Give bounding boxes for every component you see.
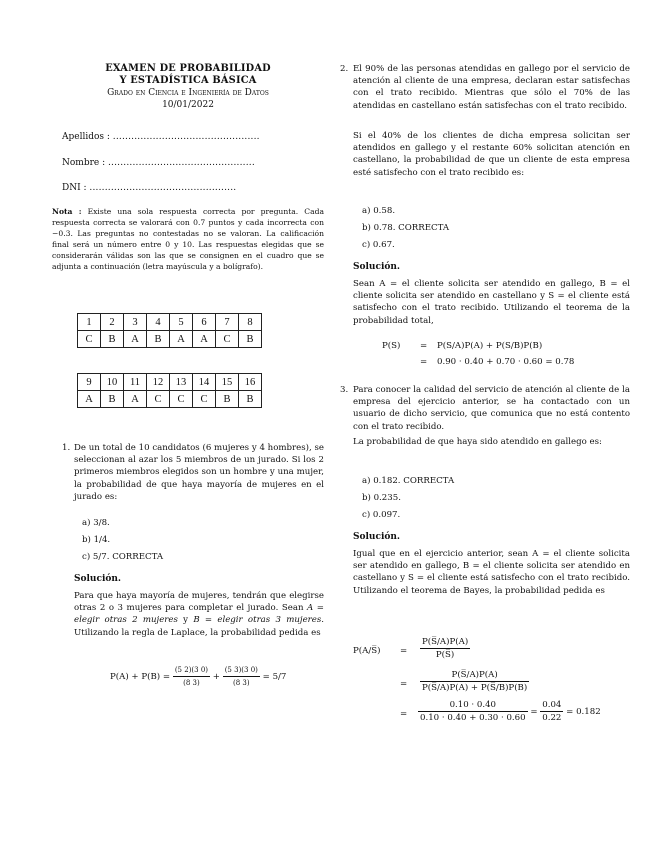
q1-solution-heading: Solución. [74,574,122,584]
q1-frac2: $\frac{(5 3)(3 0)}{(8 3)}$ [224,666,258,687]
exam-title-line1: EXAMEN DE PROBABILIDAD [105,63,271,74]
q2-text1: El 90% de las personas atendidas en gallego por el servicio de atención al cliente de una empresa, declaran estar satisfechas con el trato recibido. Mientras que sólo el 70% de las atendidas en castellano están satisfechas con el trato recibido. [353,64,630,111]
answer-number-1: 1 [78,314,101,331]
q3-result: = 0.182 [566,707,601,717]
q1-text: De un total de 10 candidatos (6 mujeres y 4 hombres), se seleccionan al azar los 5 miembros de un jurado. Si los 2 primeros miembros elegidos son un hombre y una mujer, la probabilidad de que haya mayoría de mujeres en el jurado es: [74,443,324,502]
q1-equation: P(A) + P(B) = $\frac{(5 2)(3 0)}{(8 3)}$ + $\frac{(5 3)(3 0)}{(8 3)}$ = 5/7 [110,666,287,687]
q2-solution-text: Sean A = el cliente solicita ser atendido en gallego, B = el cliente solicita ser atendido en castellano y S = el cliente está satisfecho con el trato recibido. Utilizando el teorema de la probabilidad total, [353,279,630,326]
answer-number-8: 8 [239,314,262,331]
q2-option-c: c) 0.67. [362,240,395,250]
q3-text1: Para conocer la calidad del servicio de atención al cliente de la empresa del ejercicio anterior, se ha contactado con un usuario de dicho servicio, que comunica que no está contento con el trato recibido. [353,385,630,432]
degree-name: Grado en Ciencia e Ingeniería de Datos [107,88,269,98]
q1-solution-text [74,590,324,639]
answer-cell-3: A [124,331,147,348]
q3-frac1: $\frac{P(S̅/A)P(A)}{P(S̅)}$ [422,637,469,660]
answer-cell-8: B [239,391,262,408]
q2-solution-heading: Solución. [353,262,401,272]
answer-cell-5: C [170,391,193,408]
q1-sol-text2: . Utilizando la regla de Laplace, la probabilidad pedida es [74,615,325,638]
q2-eq2-equals: = [420,357,428,367]
q1-eq-result: = 5/7 [262,672,287,682]
answer-cell-5: A [170,331,193,348]
answer-number-5: 5 [170,314,193,331]
q3-option-a: a) 0.182. CORRECTA [362,476,455,486]
q1-frac1: $\frac{(5 2)(3 0)}{(8 3)}$ [174,666,209,687]
answer-number-1: 9 [78,374,101,391]
q1-sol-y: y [183,615,189,626]
answer-cell-2: B [101,391,124,408]
q1-number: 1. [62,443,71,453]
q3-option-c: c) 0.097. [362,510,401,520]
answer-number-4: 12 [147,374,170,391]
surname-field[interactable] [62,131,260,143]
q1-option-b: b) 1/4. [82,535,111,545]
answer-number-3: 11 [124,374,147,391]
q3-lhs: P(A/S̅) [353,646,381,656]
answer-number-5: 13 [170,374,193,391]
q2-eq1-lhs: P(S) [382,341,401,351]
answer-cell-4: C [147,391,170,408]
q2-eq1-rhs: P(S/A)P(A) + P(S/B)P(B) [437,341,543,351]
answer-number-3: 3 [124,314,147,331]
name-label: Nombre : [62,158,106,168]
q1-event-a: A = elegir otras 2 mujeres [74,603,324,626]
q2-eq2-rhs: 0.90 · 0.40 + 0.70 · 0.60 = 0.78 [437,357,575,367]
answer-cell-4: B [147,331,170,348]
exam-title-line2: Y ESTADÍSTICA BÁSICA [119,75,257,86]
answer-cell-8: B [239,331,262,348]
dni-field[interactable] [62,182,236,194]
answer-cell-7: B [216,391,239,408]
answer-number-7: 15 [216,374,239,391]
answer-cell-6: A [193,331,216,348]
exam-date: 10/01/2022 [162,100,214,110]
dni-dots: ................................................ [89,183,237,193]
q1-eq-lhs: P(A) + P(B) = [110,672,171,682]
q2-option-b: b) 0.78. CORRECTA [362,223,450,233]
answer-cell-1: A [78,391,101,408]
answer-number-6: 6 [193,314,216,331]
answer-number-4: 4 [147,314,170,331]
answer-number-6: 14 [193,374,216,391]
answer-cell-6: C [193,391,216,408]
q1-sol-text1: Para que haya mayoría de mujeres, tendrán que elegirse otras 2 o 3 mujeres para completar el jurado. Sean [74,591,324,614]
answer-number-2: 2 [101,314,124,331]
answer-table-1 [77,313,262,348]
q3-option-b: b) 0.235. [362,493,401,503]
q3-solution-heading: Solución. [353,532,401,542]
answer-number-8: 16 [239,374,262,391]
q1-option-c: c) 5/7. CORRECTA [82,552,164,562]
q3-frac3-row: $\frac{0.10 \cdot 0.40}{0.10 \cdot 0.40 + 0.30 \cdot 0.60}$ = $\frac{0.04}{0.22}$ = 0.182 [420,700,601,723]
surname-label: Apellidos : [62,132,110,142]
answer-cell-7: C [216,331,239,348]
q3-eq1-equals: = [400,646,408,656]
surname-dots: ................................................ [112,132,260,142]
q3-text2: La probabilidad de que haya sido atendido en gallego es: [353,437,602,447]
instructions-note [52,207,324,272]
q1-option-a: a) 3/8. [82,518,110,528]
q2-number: 2. [340,64,349,74]
answer-cell-2: B [101,331,124,348]
note-label: Nota : [52,207,82,216]
q2-eq1-equals: = [420,341,428,351]
answer-cell-1: C [78,331,101,348]
dni-label: DNI : [62,183,87,193]
answer-cell-3: A [124,391,147,408]
q3-frac2: $\frac{P(S̅/A)P(A)}{P(S̅/A)P(A) + P(S̅/B)P(B)}$ [422,670,528,693]
q3-eq2-equals: = [400,679,408,689]
q2-text2: Si el 40% de los clientes de dicha empresa solicitan ser atendidos en gallego y el restante 60% solicitan atención en castellano, la probabilidad de que un cliente de esta empresa esté satisfecho con el trato recibido es: [353,131,630,178]
q1-event-b: B = elegir otras 3 mujeres [193,615,322,626]
q2-option-a: a) 0.58. [362,206,396,216]
q3-solution-text: Igual que en el ejercicio anterior, sean A = el cliente solicita ser atendido en gallego, B = el cliente solicita ser atendido en castellano y S = el cliente está satisfecho con el trato recibido. Utilizando el teorema de Bayes, la probabilidad pedida es [353,549,630,596]
name-dots: ................................................ [108,158,255,168]
answer-table-2 [77,373,262,408]
note-text: Existe una sola respuesta correcta por pregunta. Cada respuesta correcta se valorará con 0.7 puntos y cada incorrecta con −0.3. Las preguntas no contestadas no se valoran. La calificación final será un número entre 0 y 10. Las respuestas elegidas que se considerarán válidas son las que se consignen en el cuadro que se adjunta a continuación (letra mayúscula y a bolígrafo). [52,207,324,271]
q3-number: 3. [340,385,349,395]
answer-number-2: 10 [101,374,124,391]
name-field[interactable] [62,157,255,169]
answer-number-7: 7 [216,314,239,331]
q3-eq3-equals: = [400,709,408,719]
